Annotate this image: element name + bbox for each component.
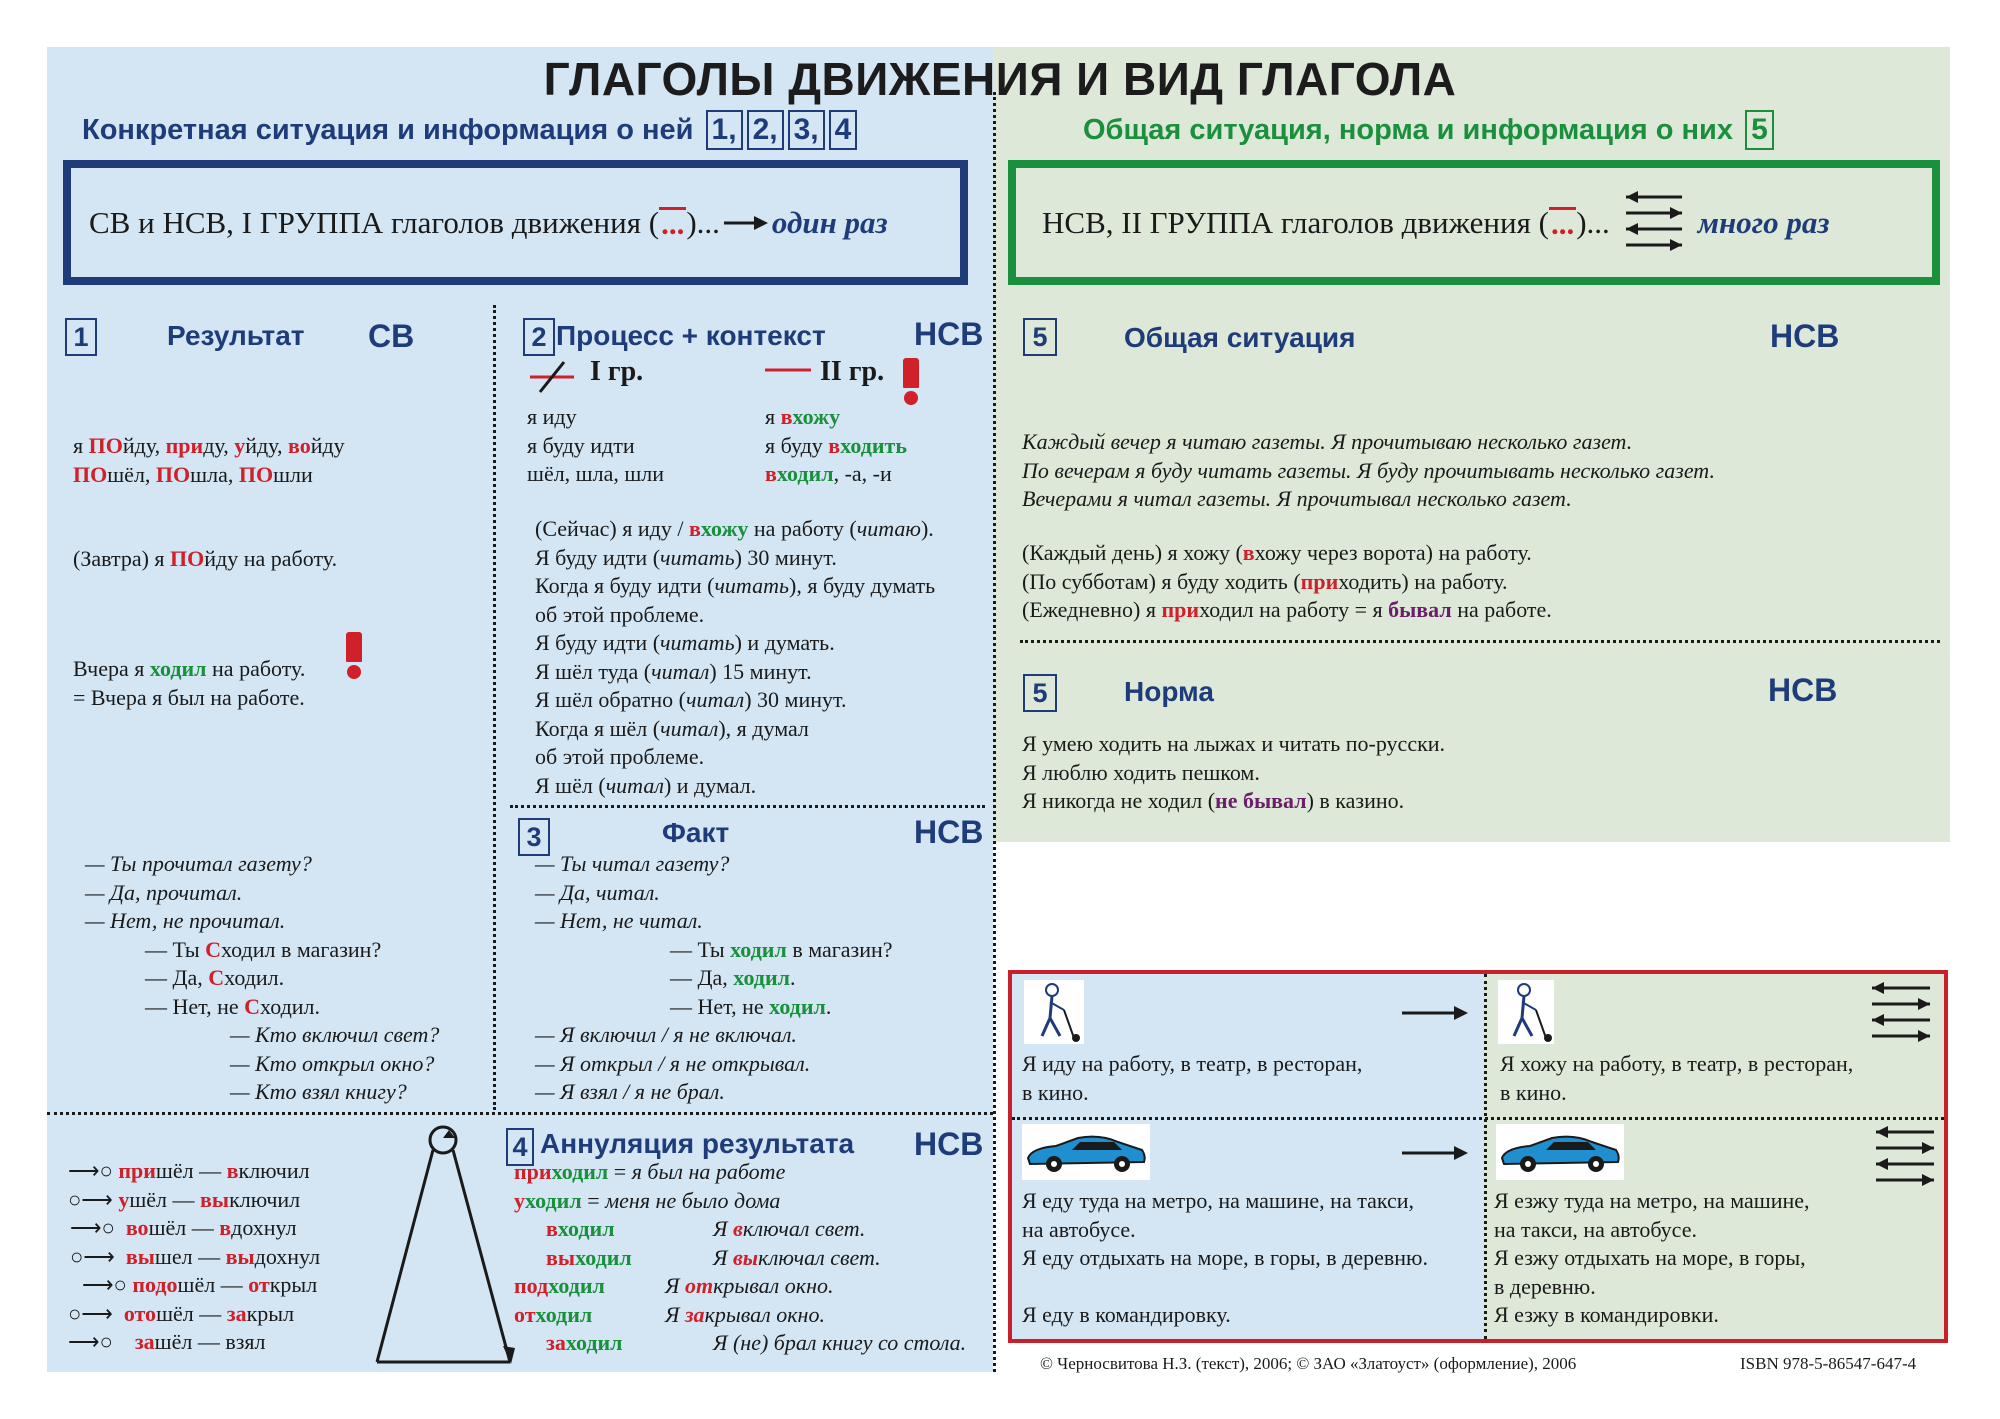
walk-many-text: Я хожу на работу, в театр, в ресторан, в кино. — [1500, 1051, 1854, 1105]
car-icon — [1496, 1124, 1624, 1180]
numbox-1: 1, — [706, 110, 743, 150]
subtitle-left-text: Конкретная ситуация и информация о ней — [82, 114, 694, 146]
sec4-meanings: Я включал свет. Я выключал свет. Я открывал окно. Я закрывал окно. Я (не) брал книгу со стола. — [665, 1216, 967, 1355]
red-bar-icon — [763, 360, 813, 380]
subtitle-left — [82, 110, 857, 150]
sec2-forms-group1: я иду я буду идти шёл, шла, шли — [527, 404, 665, 486]
divider-sec2-sec3 — [510, 805, 985, 808]
arrow-right-icon — [1402, 1143, 1470, 1163]
sec2-group1: I гр. — [590, 356, 644, 387]
back-and-forth-arrows-icon — [1872, 1124, 1938, 1194]
divider-sec1-sec2 — [493, 305, 496, 1110]
sec5b-title: Норма — [1124, 676, 1214, 707]
sec4-verbs: входил выходил подходил отходил заходил — [514, 1216, 632, 1355]
sec5b-number: 5 — [1023, 674, 1057, 712]
sec5a-header — [1023, 318, 1057, 356]
arrow-right-icon — [1402, 1003, 1470, 1023]
sec2-examples: (Сейчас) я иду / вхожу на работу (читаю). Я буду идти (читать) 30 минут. Когда я буду идти (читать), я буду думать об этой проблеме. Я буду идти (читать) и думать. Я шёл туда (читал) 15 минут. Я шёл обратно (читал) 30 минут. Когда я шёл (читал), я думал об этой проблеме. Я шёл (читал) и думал. — [535, 516, 936, 798]
subtitle-right-text: Общая ситуация, норма и информация о них — [1083, 114, 1734, 146]
numbox-2: 2, — [747, 110, 784, 150]
sec1-header — [65, 318, 97, 356]
drive-many-text: Я езжу туда на метро, на машине, на такси, на автобусе. Я езжу отдыхать на море, в горы, в деревню. Я езжу в командировки. — [1494, 1188, 1810, 1327]
center-divider — [993, 92, 996, 1372]
header-left-suffix: )... — [686, 204, 720, 240]
sec2-number: 2 — [523, 318, 555, 356]
header-box-many — [1008, 160, 1940, 285]
sec4-aspect: НСВ — [914, 1126, 984, 1162]
round-trip-triangle-icon — [365, 1124, 535, 1372]
numbox-3: 3, — [788, 110, 825, 150]
sec4-number: 4 — [506, 1128, 534, 1166]
sec2-aspect: НСВ — [914, 316, 984, 352]
sec1-example-tomorrow: (Завтра) я ПОйду на работу. — [73, 546, 338, 571]
header-box-once — [63, 160, 968, 285]
sec4-title: Аннуляция результата — [540, 1128, 855, 1159]
sec5a-title: Общая ситуация — [1124, 322, 1356, 353]
sec1-dialogue: — Ты прочитал газету? — Да, прочитал. — Нет, не прочитал. — Ты Сходил в магазин? — Да, Сходил. — Нет, не Сходил. — Кто включил свет? — Кто открыл окно? — Кто взял книгу? — [85, 851, 440, 1104]
sec1-example-yesterday: Вчера я ходил на работу. = Вчера я был на работе. — [73, 656, 306, 710]
exclamation-icon — [345, 632, 363, 679]
walking-person-icon — [1498, 980, 1554, 1044]
sec5a-number: 5 — [1023, 318, 1057, 356]
sec1-number: 1 — [65, 318, 97, 356]
sec2-forms-group2: я вхожу я буду входить входил, -а, -и — [765, 404, 907, 486]
sec3-number: 3 — [518, 818, 550, 856]
sec3-aspect: НСВ — [914, 814, 984, 850]
sec5b-header — [1023, 674, 1057, 712]
sec2-title: Процесс + контекст — [556, 320, 826, 351]
sec5a-aspect: НСВ — [1770, 318, 1840, 354]
sec4-pairs: ⟶○ пришёл — включил ○⟶ ушёл — выключил ⟶○ вошёл — вдохнул ○⟶ вышел — выдохнул ⟶○ подошёл — открыл ○⟶ отошёл — закрыл ⟶○ зашёл — взял — [68, 1158, 321, 1354]
footer-isbn: ISBN 978-5-86547-647-4 — [1740, 1354, 1917, 1373]
walk-once-text: Я иду на работу, в театр, в ресторан, в кино. — [1022, 1051, 1363, 1105]
header-left-marker: ... — [661, 206, 685, 242]
back-and-forth-arrows-icon — [1622, 187, 1686, 259]
sec4-examples: приходил = я был на работе уходил = меня не было дома — [514, 1159, 786, 1213]
header-left-em: один раз — [771, 204, 888, 240]
drive-once-text: Я еду туда на метро, на машине, на такси, на автобусе. Я еду отдыхать на море, в горы, в деревню. Я еду в командировку. — [1022, 1188, 1428, 1327]
divider-sec5 — [1020, 640, 1940, 643]
comparison-divider-vertical — [1484, 974, 1487, 1339]
sec3-title: Факт — [662, 817, 730, 848]
header-right-prefix: НСВ, II ГРУППА глаголов движения ( — [1042, 204, 1549, 240]
car-icon — [1022, 1124, 1150, 1180]
header-right-em: много раз — [1697, 204, 1830, 240]
sec5a-motion-examples: (Каждый день) я хожу (вхожу через ворота) на работу. (По субботам) я буду ходить (приходить) на работу. (Ежедневно) я приходил на работу = я бывал на работе. — [1022, 540, 1552, 622]
sec5b-aspect: НСВ — [1768, 672, 1838, 708]
page-title: ГЛАГОЛЫ ДВИЖЕНИЯ И ВИД ГЛАГОЛА — [543, 53, 1457, 105]
back-and-forth-arrows-icon — [1868, 980, 1934, 1050]
sec2-header — [523, 318, 555, 356]
comparison-divider-horizontal — [1012, 1117, 1944, 1120]
walking-person-icon — [1024, 980, 1084, 1044]
header-right-marker: ... — [1550, 206, 1575, 242]
sec1-title: Результат — [167, 320, 305, 351]
header-right-suffix: )... — [1576, 204, 1610, 240]
sec1-forms: я ПОйду, приду, уйду, войду ПОшёл, ПОшла, ПОшли — [73, 433, 345, 487]
one-direction-crossed-icon — [528, 360, 576, 394]
arrow-right-icon — [724, 213, 768, 233]
divider-sec4 — [47, 1112, 993, 1115]
sec5b-examples: Я умею ходить на лыжах и читать по-русски. Я люблю ходить пешком. Я никогда не ходил (не бывал) в казино. — [1022, 731, 1446, 813]
numbox-5: 5 — [1745, 110, 1774, 150]
footer-copyright: © Черносвитова Н.З. (текст), 2006; © ЗАО «Златоуст» (оформление), 2006 — [1040, 1354, 1577, 1373]
sec3-dialogue: — Ты читал газету? — Да, читал. — Нет, не читал. — Ты ходил в магазин? — Да, ходил. — Нет, не ходил. — Я включил / я не включал. — Я открыл / я не открывал. — Я взял / я не брал. — [535, 851, 893, 1104]
subtitle-right — [1083, 110, 1774, 150]
header-left-prefix: СВ и НСВ, I ГРУППА глаголов движения ( — [89, 204, 660, 240]
sec2-group2: II гр. — [820, 356, 885, 387]
sec1-aspect: СВ — [368, 318, 415, 354]
sec5a-reading-examples: Каждый вечер я читаю газеты. Я прочитываю несколько газет. По вечерам я буду читать газеты. Я буду прочитывать несколько газет. Вечерами я читал газеты. Я прочитывал несколько газет. — [1022, 429, 1715, 511]
numbox-4: 4 — [829, 110, 858, 150]
exclamation-icon — [902, 358, 920, 405]
